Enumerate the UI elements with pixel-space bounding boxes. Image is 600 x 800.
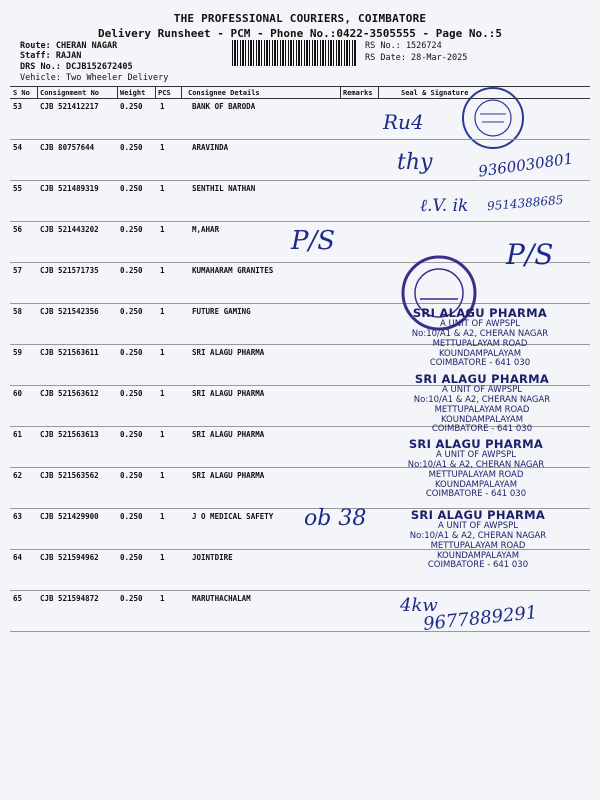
row-consignee: SRI ALAGU PHARMA [192,389,265,398]
company-title: THE PROFESSIONAL COURIERS, COIMBATORE [173,12,427,25]
pharma-stamp [380,307,580,369]
row-consignment: CJB 521563613 [40,430,99,439]
row-consignment: CJB 521412217 [40,102,99,111]
row-consignee: BANK OF BARODA [192,102,256,111]
row-consignment: CJB 521594872 [40,594,99,603]
row-consignment: CJB 521443202 [40,225,99,234]
row-consignment: CJB 521489319 [40,184,99,193]
stamp-unit: A UNIT OF AWPSPL [436,450,516,461]
row-pcs: 1 [160,307,165,316]
row-consignee: M,AHAR [192,225,220,234]
row-sno: 54 [13,143,23,152]
handwritten-phone-3: 9677889291 [422,602,539,635]
row-consignee: SRI ALAGU PHARMA [192,348,265,357]
row-sno: 59 [13,348,23,357]
row-weight: 0.250 [120,430,143,439]
stamp-city: COIMBATORE - 641 030 [427,560,529,571]
row-pcs: 1 [160,143,165,152]
table-row [10,99,590,140]
row-consignment: CJB 521571735 [40,266,99,275]
stamp-address-1: No:10/A1 & A2, CHERAN NAGAR [413,394,551,405]
row-pcs: 1 [160,512,165,521]
row-sno: 56 [13,225,23,234]
row-consignee: KUMAHARAM GRANITES [192,266,274,275]
row-weight: 0.250 [120,307,143,316]
stamp-city: COIMBATORE - 641 030 [429,358,531,369]
row-pcs: 1 [160,348,165,357]
row-sno: 62 [13,471,23,480]
row-weight: 0.250 [120,471,143,480]
row-weight: 0.250 [120,225,143,234]
row-consignment: CJB 521563611 [40,348,99,357]
row-consignee: SENTHIL NATHAN [192,184,256,193]
col-remarks: Remarks [343,89,373,97]
pharma-stamp [378,509,578,571]
row-consignment: CJB 521542356 [40,307,99,316]
row-consignment: CJB 521563562 [40,471,99,480]
stamp-name: SRI ALAGU PHARMA [408,437,544,451]
signature-row-53: Ru4 [383,110,424,134]
col-seal-signature: Seal & Signature [401,89,469,97]
row-weight: 0.250 [120,143,143,152]
signature-row-54: thy [397,150,433,175]
stamp-address-1: No:10/A1 & A2, CHERAN NAGAR [407,459,545,470]
row-sno: 64 [13,553,23,562]
rs-number: RS No.: 1526724 [365,41,442,51]
row-consignment: CJB 521594962 [40,553,99,562]
stamp-address-3: KOUNDAMPALAYAM [440,414,524,425]
stamp-name: SRI ALAGU PHARMA [414,372,550,386]
stamp-address-2: METTUPALAYAM ROAD [432,338,528,349]
stamp-name: SRI ALAGU PHARMA [410,508,546,522]
handwritten-ps-2: P/S [506,238,554,271]
row-pcs: 1 [160,594,165,603]
row-sno: 55 [13,184,23,193]
stamp-address-3: KOUNDAMPALAYAM [438,348,522,359]
row-pcs: 1 [160,471,165,480]
stamp-address-2: METTUPALAYAM ROAD [430,540,526,551]
row-consignee: J O MEDICAL SAFETY [192,512,274,521]
row-sno: 58 [13,307,23,316]
handwritten-ps-1: P/S [291,226,336,256]
row-sno: 60 [13,389,23,398]
stamp-address-1: No:10/A1 & A2, CHERAN NAGAR [409,530,547,541]
stamp-city: COIMBATORE - 641 030 [425,489,527,500]
row-weight: 0.250 [120,553,143,562]
handwritten-phone-2: 9514388685 [486,192,564,214]
stamp-address-2: METTUPALAYAM ROAD [434,404,530,415]
col-consignee: Consignee Details [188,89,260,97]
row-pcs: 1 [160,225,165,234]
row-weight: 0.250 [120,594,143,603]
table-top-rule [10,86,590,87]
row-sno: 65 [13,594,23,603]
col-consignment: Consignment No [40,89,100,97]
runsheet-title: Delivery Runsheet - PCM - Phone No.:0422-3505555 - Page No.:5 [98,27,502,40]
staff-label: Staff: RAJAN [20,51,82,61]
row-weight: 0.250 [120,102,143,111]
row-consignee: JOINTDIRE [192,553,233,562]
row-weight: 0.250 [120,512,143,521]
signature-row-63: ob 38 [304,506,367,531]
row-pcs: 1 [160,184,165,193]
stamp-unit: A UNIT OF AWPSPL [438,521,518,532]
row-consignment: CJB 80757644 [40,143,95,152]
row-consignee: SRI ALAGU PHARMA [192,430,265,439]
stamp-city: COIMBATORE - 641 030 [431,424,533,435]
vehicle-label: Vehicle: Two Wheeler Delivery [20,73,169,83]
row-pcs: 1 [160,389,165,398]
row-sno: 63 [13,512,23,521]
barcode [232,40,356,66]
row-sno: 53 [13,102,23,111]
row-consignment: CJB 521429900 [40,512,99,521]
row-consignee: FUTURE GAMING [192,307,251,316]
route-label: Route: CHERAN NAGAR [20,41,118,51]
pharma-stamp [382,373,582,435]
row-weight: 0.250 [120,389,143,398]
col-weight: Weight [120,89,146,97]
row-consignee: MARUTHACHALAM [192,594,251,603]
col-pcs: PCS [158,89,171,97]
stamp-address-1: No:10/A1 & A2, CHERAN NAGAR [411,328,549,339]
row-sno: 61 [13,430,23,439]
row-weight: 0.250 [120,184,143,193]
table-row [10,263,590,304]
stamp-address-2: METTUPALAYAM ROAD [428,469,524,480]
signature-row-65: 4kw [400,595,438,616]
rs-date: RS Date: 28-Mar-2025 [365,53,468,63]
pharma-stamp [376,438,576,500]
stamp-name: SRI ALAGU PHARMA [412,306,548,320]
signature-row-55: ℓ.V. ik [420,196,469,216]
row-consignee: ARAVINDA [192,143,229,152]
stamp-address-3: KOUNDAMPALAYAM [436,550,520,561]
row-sno: 57 [13,266,23,275]
row-pcs: 1 [160,553,165,562]
col-sno: S No [13,89,30,97]
stamp-unit: A UNIT OF AWPSPL [440,319,520,330]
row-pcs: 1 [160,430,165,439]
row-pcs: 1 [160,102,165,111]
row-weight: 0.250 [120,266,143,275]
stamp-address-3: KOUNDAMPALAYAM [434,479,518,490]
row-pcs: 1 [160,266,165,275]
handwritten-phone-1: 9360030801 [477,149,575,181]
row-consignee: SRI ALAGU PHARMA [192,471,265,480]
drs-label: DRS No.: DCJB152672405 [20,62,133,72]
row-weight: 0.250 [120,348,143,357]
stamp-unit: A UNIT OF AWPSPL [442,385,522,396]
row-consignment: CJB 521563612 [40,389,99,398]
